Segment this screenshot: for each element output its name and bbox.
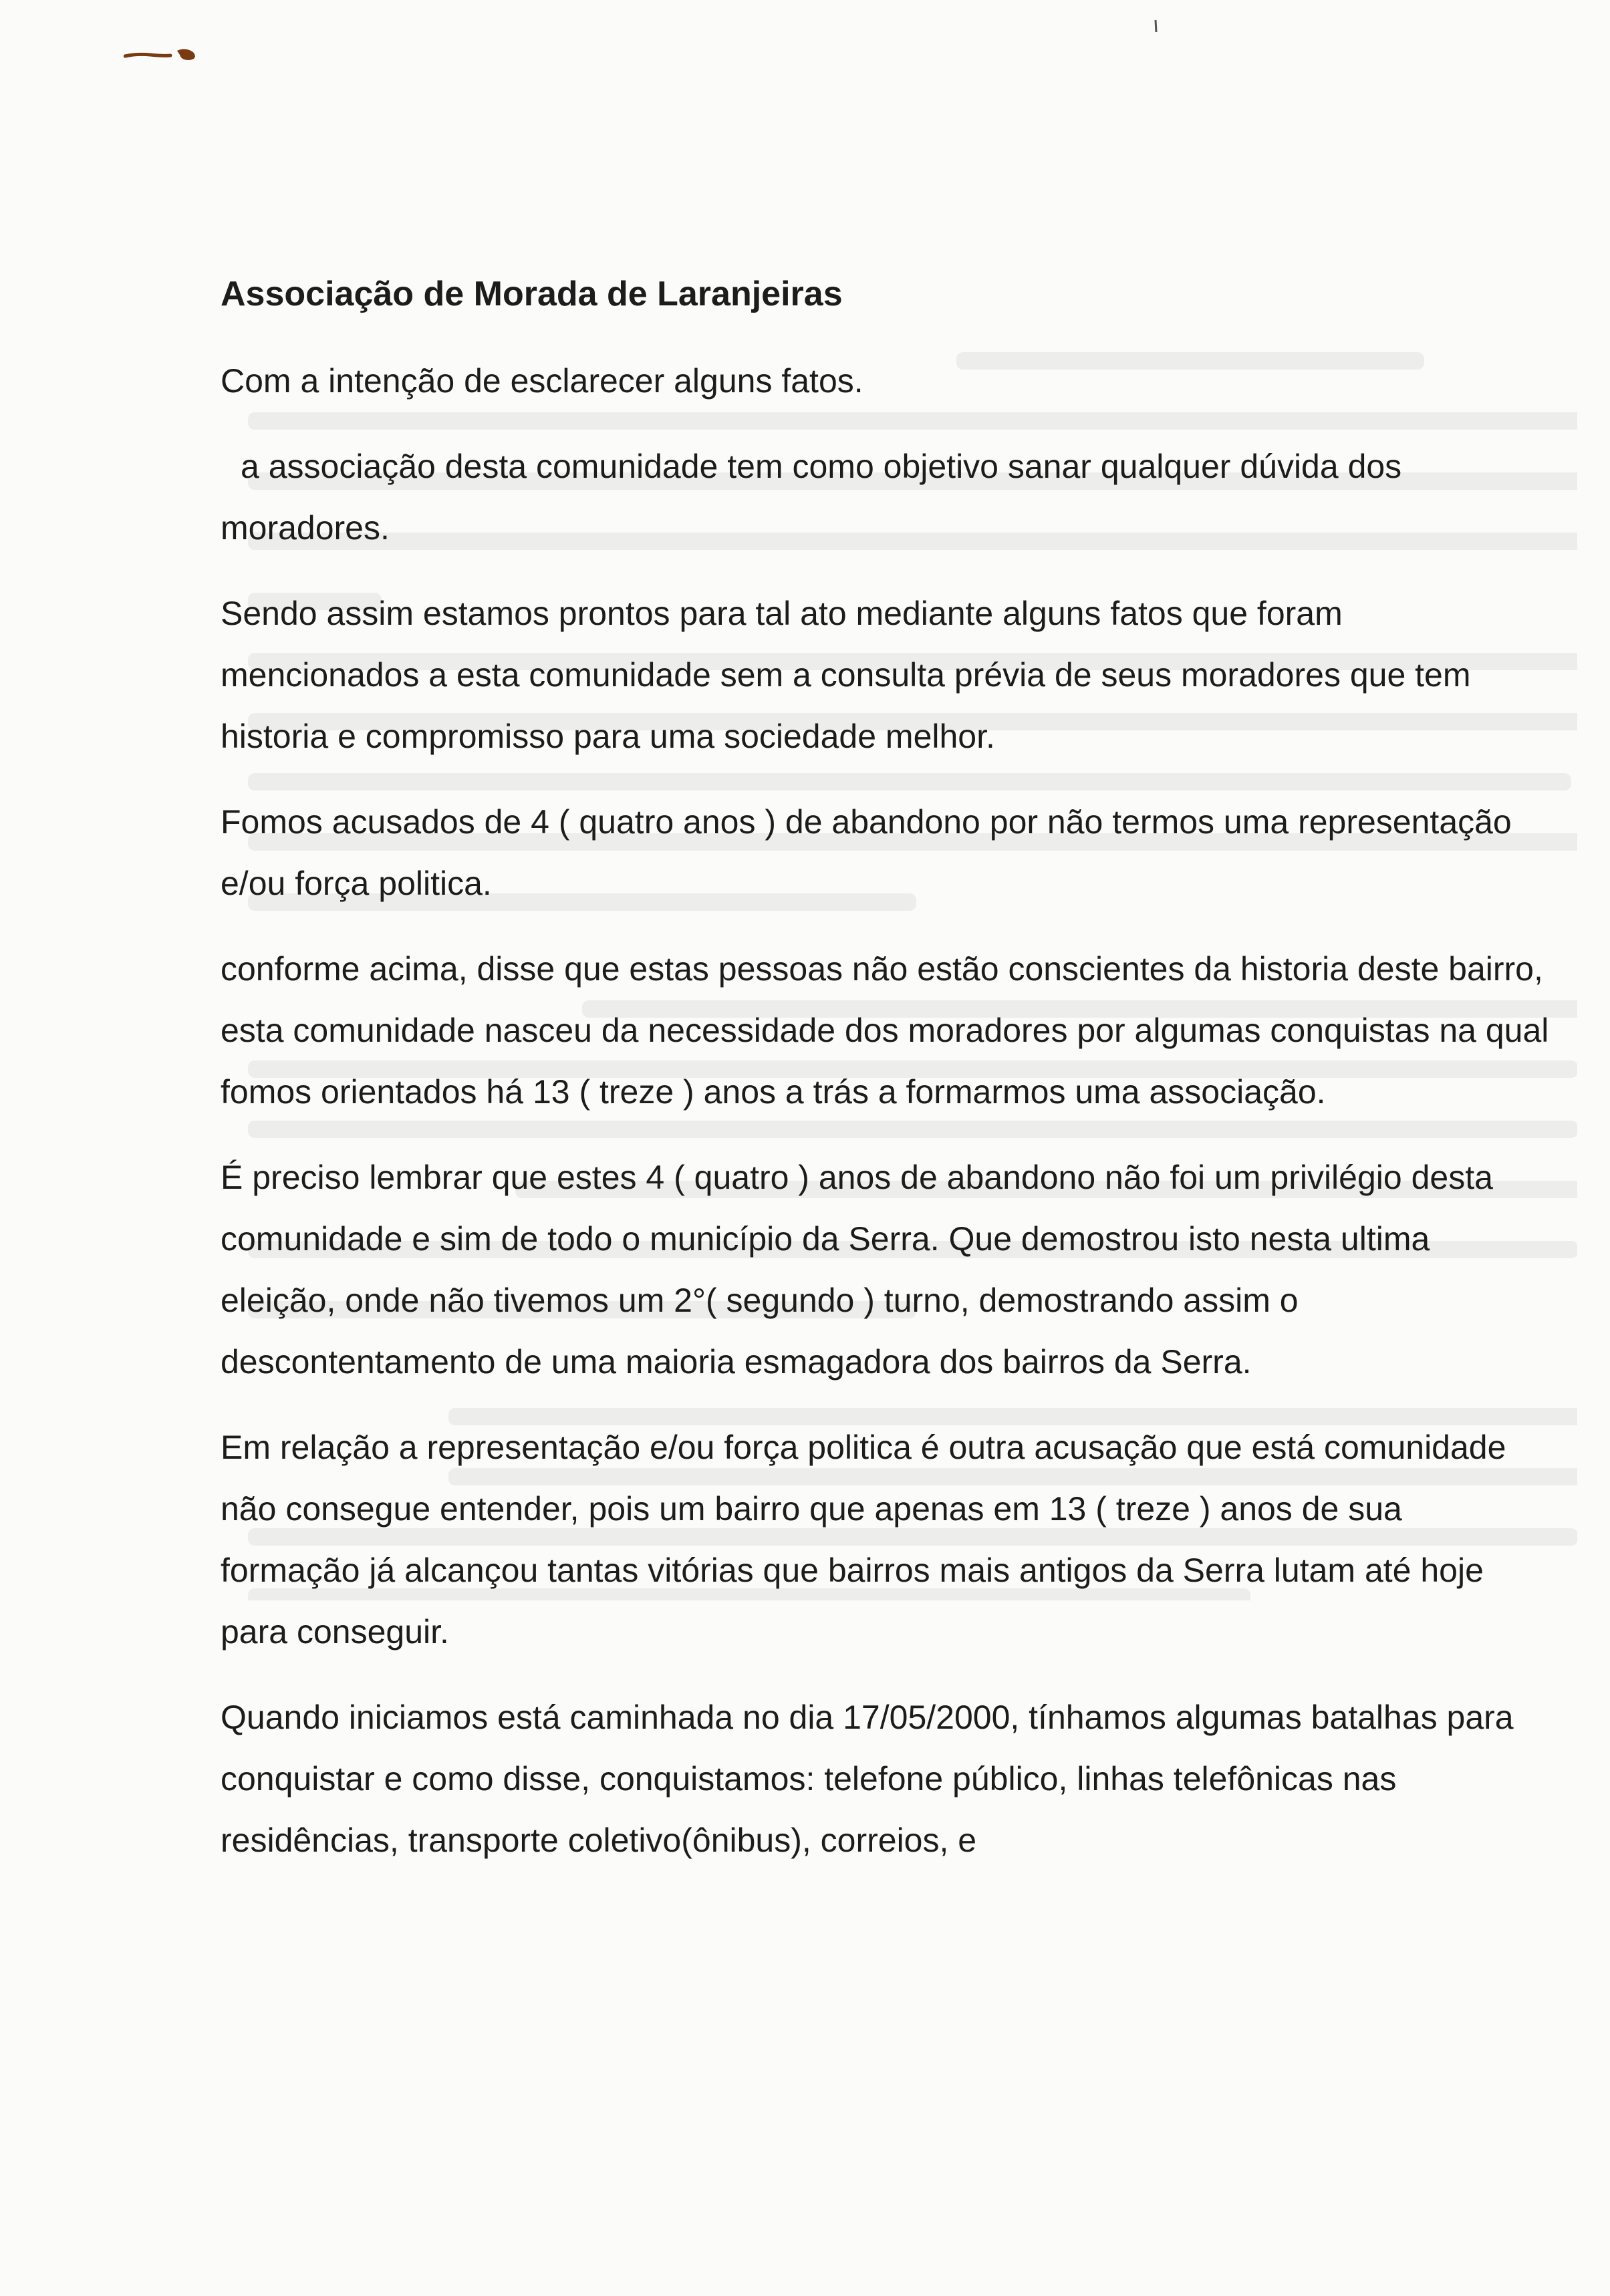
paragraph-objective: a associação desta comunidade tem como objetivo sanar qualquer dúvida dos moradores. [221, 448, 1402, 547]
paragraph-accused: Fomos acusados de 4 ( quatro anos ) de abandono por não termos uma representação e/ou força politica. [221, 803, 1512, 902]
paragraph-abandonment: É preciso lembrar que estes 4 ( quatro ) anos de abandono não foi um privilégio desta comunidade e sim de todo o município da Serra. Que demostrou isto nesta ultima eleição, onde não tivemos um 2°( segundo ) turno, demostrando assim o descontentamento de uma maioria esmagadora dos bairros da Serra. [221, 1159, 1493, 1381]
paragraph-intro: Com a intenção de esclarecer alguns fatos. [221, 362, 863, 400]
paragraph-journey: Quando iniciamos está caminhada no dia 17/05/2000, tínhamos algumas batalhas para conquistar e como disse, conquistamos: telefone público, linhas telefônicas nas residências, transporte coletivo(ônibus), correios, e [221, 1699, 1514, 1859]
letter-body [221, 267, 1551, 1895]
paragraph-representation: Em relação a representação e/ou força politica é outra acusação que está comunidade não consegue entender, pois um bairro que apenas em 13 ( treze ) anos de sua formação já alcançou tantas vitórias que bairros mais antigos da Serra lutam até hoje para conseguir. [221, 1429, 1506, 1651]
paragraph-history: conforme acima, disse que estas pessoas não estão conscientes da historia deste bairro, esta comunidade nasceu da necessidade dos moradores por algumas conquistas na qual fomos orientados há 13 ( treze ) anos a trás a formarmos uma associação. [221, 950, 1549, 1111]
scan-speck [1153, 19, 1158, 33]
paragraph-ready: Sendo assim estamos prontos para tal ato mediante alguns fatos que foram mencionados a esta comunidade sem a consulta prévia de seus moradores que tem historia e compromisso para uma sociedade melhor. [221, 595, 1471, 755]
rust-stain-mark [124, 41, 211, 64]
document-title: Associação de Morada de Laranjeiras [221, 275, 843, 313]
